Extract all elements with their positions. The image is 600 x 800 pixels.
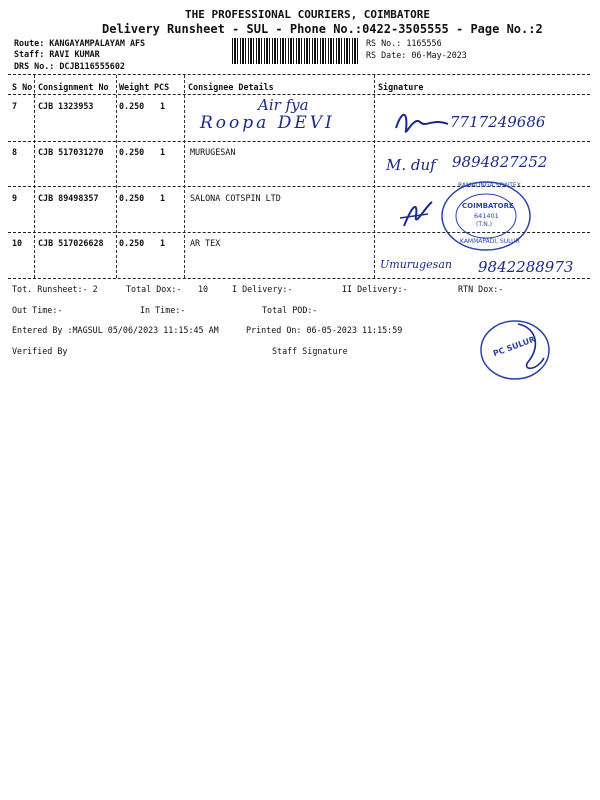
out-time: Out Time:- [12,305,63,315]
col-pcs: PCS [154,82,170,92]
staff: Staff: RAVI KUMAR [14,49,100,59]
handwritten-phone: 9842288973 [478,258,574,276]
col-weight: Weight [119,82,150,92]
rs-number: RS No.: 1165556 [366,38,442,48]
handwritten-phone: 9894827252 [452,153,548,171]
col-consignment: Consignment No [38,82,109,92]
in-time: In Time:- [140,305,186,315]
total-pod: Total POD:- [262,305,318,315]
i-delivery: I Delivery:- [232,284,293,294]
company-title: THE PROFESSIONAL COURIERS, COIMBATORE [185,8,431,21]
total-dox-label: Total Dox:- [126,284,182,294]
pc-sulur-stamp: PC SULUR [478,318,552,382]
col-signature: Signature [378,82,424,92]
total-dox-value: 10 [198,284,209,294]
rs-date: RS Date: 06-May-2023 [366,50,467,60]
handwritten-signature: M. duf [386,156,436,174]
staff-signature-label: Staff Signature [272,346,348,356]
company-stamp: RAMALINGA SPINTEX COIMBATORE 641401 (T.N.) KAMMAPADI, SULUR [440,180,532,252]
rtn-dox: RTN Dox:- [458,284,504,294]
verified-by: Verified By [12,346,68,356]
route: Route: KANGAYAMPALAYAM AFS [14,38,146,48]
drs-number: DRS No.: DCJB116555602 [14,61,125,71]
signature-mark [398,196,438,230]
handwritten-signature: Umurugesan [380,258,452,271]
col-consignee: Consignee Details [188,82,274,92]
ii-delivery: II Delivery:- [342,284,408,294]
handwritten-phone: 7717249686 [450,113,546,131]
handwritten-note-line1: Air fya [258,96,309,114]
printed-on: Printed On: 06-05-2023 11:15:59 [246,325,403,335]
total-runsheet: Tot. Runsheet:- 2 [12,284,98,294]
runsheet-title: Delivery Runsheet - SUL - Phone No.:0422-3505555 - Page No.:2 [102,22,543,36]
entered-by: Entered By :MAGSUL 05/06/2023 11:15:45 AM [12,325,219,335]
barcode [232,38,358,64]
col-sno: S No [12,82,33,92]
handwritten-note-line2: Roopa DEVI [200,113,335,133]
signature-mark [392,108,452,138]
